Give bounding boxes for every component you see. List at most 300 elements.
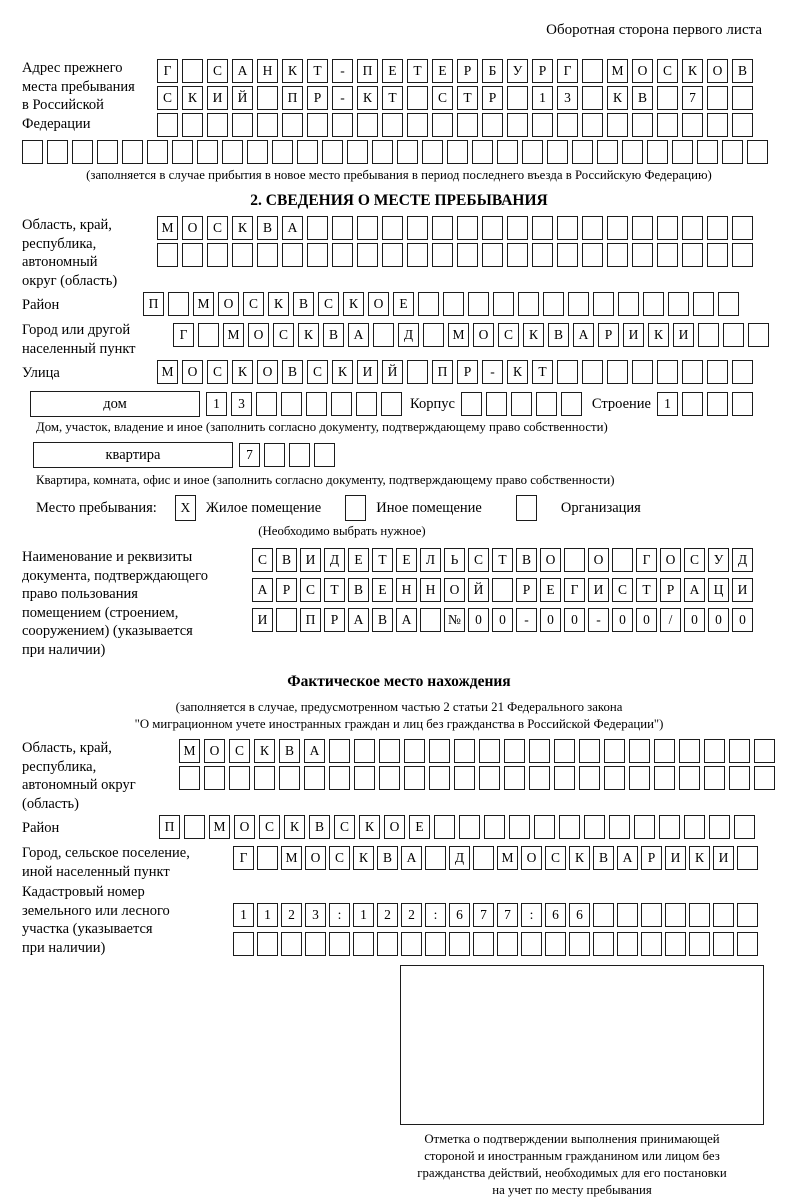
char-cell: [697, 140, 718, 164]
char-cell: [423, 323, 444, 347]
document-grid: [252, 548, 753, 635]
char-cell: М: [157, 216, 178, 240]
char-cell: Д: [324, 548, 345, 572]
char-cell: Ц: [708, 578, 729, 602]
char-cell: [543, 292, 564, 316]
char-cell: [407, 360, 428, 384]
char-cell: [373, 323, 394, 347]
char-cell: Б: [482, 59, 503, 83]
char-cell: [582, 360, 603, 384]
char-cell: С: [252, 548, 273, 572]
char-cell: [307, 216, 328, 240]
char-cell: [443, 292, 464, 316]
char-cell: М: [223, 323, 244, 347]
char-cell: [429, 739, 450, 763]
char-cell: [754, 739, 775, 763]
char-cell: [521, 932, 542, 956]
fact-district-block: [22, 815, 776, 842]
char-cell: [607, 216, 628, 240]
char-cell: [529, 739, 550, 763]
char-cell: К: [357, 86, 378, 110]
stroenie-label: Строение: [591, 396, 651, 412]
char-cell: Е: [348, 548, 369, 572]
section2-city-block: [22, 321, 776, 358]
char-cell: [582, 243, 603, 267]
char-cell: [401, 932, 422, 956]
char-cell: [607, 360, 628, 384]
char-cell: [484, 815, 505, 839]
char-cell: О: [588, 548, 609, 572]
char-cell: [329, 739, 350, 763]
char-cell: А: [282, 216, 303, 240]
char-cell: О: [218, 292, 239, 316]
char-cell: 6: [569, 903, 590, 927]
char-cell: [357, 216, 378, 240]
char-cell: К: [182, 86, 203, 110]
char-cell: А: [684, 578, 705, 602]
char-cell: С: [207, 360, 228, 384]
char-cell: Г: [564, 578, 585, 602]
char-cell: [357, 243, 378, 267]
char-cell: А: [304, 739, 325, 763]
char-cell: И: [623, 323, 644, 347]
char-cell: 0: [540, 608, 561, 632]
option-other-premises-label: Иное помещение: [376, 500, 482, 516]
char-cell: [354, 766, 375, 790]
document-row-3: [252, 608, 753, 632]
char-cell: -: [332, 59, 353, 83]
char-cell: [457, 113, 478, 137]
char-cell: Е: [432, 59, 453, 83]
char-cell: В: [293, 292, 314, 316]
char-cell: №: [444, 608, 465, 632]
prev-address-row-4: [22, 140, 776, 164]
char-cell: М: [209, 815, 230, 839]
char-cell: [307, 113, 328, 137]
char-cell: [182, 113, 203, 137]
char-cell: О: [473, 323, 494, 347]
char-cell: К: [359, 815, 380, 839]
document-block: [22, 548, 776, 659]
char-cell: М: [448, 323, 469, 347]
char-cell: Т: [492, 548, 513, 572]
char-cell: П: [282, 86, 303, 110]
char-cell: Р: [276, 578, 297, 602]
stroenie-row: [657, 392, 753, 416]
actual-location-caption-1: (заполняется в случае, предусмотренном частью 2 статьи 21 Федерального закона: [175, 700, 623, 714]
char-cell: [507, 86, 528, 110]
char-cell: [157, 113, 178, 137]
char-cell: Г: [557, 59, 578, 83]
char-cell: 6: [545, 903, 566, 927]
char-cell: О: [384, 815, 405, 839]
char-cell: Д: [732, 548, 753, 572]
char-cell: И: [252, 608, 273, 632]
char-cell: В: [282, 360, 303, 384]
char-cell: М: [607, 59, 628, 83]
char-cell: [634, 815, 655, 839]
city-label: Город или другой населенный пункт: [22, 322, 136, 357]
char-cell: Л: [420, 548, 441, 572]
region-grid: [157, 216, 753, 270]
char-cell: [732, 113, 753, 137]
char-cell: С: [273, 323, 294, 347]
checkbox-residential: X: [175, 495, 196, 521]
char-cell: [617, 932, 638, 956]
char-cell: [707, 86, 728, 110]
char-cell: [632, 360, 653, 384]
char-cell: П: [143, 292, 164, 316]
char-cell: 7: [497, 903, 518, 927]
char-cell: К: [332, 360, 353, 384]
char-cell: [331, 392, 352, 416]
char-cell: К: [607, 86, 628, 110]
char-cell: Р: [457, 59, 478, 83]
fact-city-block: [22, 844, 776, 881]
korpus-row: [461, 392, 582, 416]
char-cell: [713, 932, 734, 956]
char-cell: 0: [708, 608, 729, 632]
char-cell: К: [569, 846, 590, 870]
char-cell: С: [432, 86, 453, 110]
char-cell: [432, 113, 453, 137]
char-cell: [472, 140, 493, 164]
char-cell: В: [323, 323, 344, 347]
char-cell: [289, 443, 310, 467]
char-cell: [264, 443, 285, 467]
char-cell: [504, 739, 525, 763]
option-organization-label: Организация: [560, 500, 641, 516]
street-label: Улица: [22, 365, 60, 381]
char-cell: [461, 392, 482, 416]
char-cell: [22, 140, 43, 164]
checkbox-organization: [516, 495, 537, 521]
char-cell: [511, 392, 532, 416]
char-cell: О: [444, 578, 465, 602]
char-cell: [379, 766, 400, 790]
char-cell: Д: [449, 846, 470, 870]
char-cell: [704, 766, 725, 790]
char-cell: [718, 292, 739, 316]
char-cell: [379, 739, 400, 763]
char-cell: /: [660, 608, 681, 632]
char-cell: [707, 216, 728, 240]
char-cell: К: [689, 846, 710, 870]
char-cell: О: [521, 846, 542, 870]
char-cell: И: [588, 578, 609, 602]
char-cell: -: [516, 608, 537, 632]
char-cell: [654, 739, 675, 763]
char-cell: [473, 932, 494, 956]
char-cell: 2: [377, 903, 398, 927]
char-cell: [657, 86, 678, 110]
char-cell: [657, 360, 678, 384]
char-cell: О: [707, 59, 728, 83]
section2-street-block: [22, 360, 776, 387]
char-cell: [347, 140, 368, 164]
char-cell: Й: [232, 86, 253, 110]
char-cell: 0: [636, 608, 657, 632]
house-row: [206, 392, 402, 416]
char-cell: [257, 113, 278, 137]
char-cell: [569, 932, 590, 956]
char-cell: [257, 243, 278, 267]
char-cell: И: [732, 578, 753, 602]
char-cell: [732, 86, 753, 110]
char-cell: В: [372, 608, 393, 632]
char-cell: [457, 216, 478, 240]
char-cell: 7: [239, 443, 260, 467]
char-cell: С: [259, 815, 280, 839]
char-cell: [404, 739, 425, 763]
char-cell: [454, 766, 475, 790]
char-cell: [604, 766, 625, 790]
char-cell: [509, 815, 530, 839]
char-cell: И: [357, 360, 378, 384]
char-cell: [748, 323, 769, 347]
char-cell: С: [157, 86, 178, 110]
char-cell: С: [229, 739, 250, 763]
char-cell: О: [204, 739, 225, 763]
char-cell: К: [268, 292, 289, 316]
char-cell: 1: [233, 903, 254, 927]
char-cell: И: [673, 323, 694, 347]
char-cell: [568, 292, 589, 316]
char-cell: [737, 846, 758, 870]
char-cell: [732, 392, 753, 416]
char-cell: [182, 243, 203, 267]
city-row: [173, 323, 769, 347]
char-cell: [432, 216, 453, 240]
char-cell: П: [300, 608, 321, 632]
char-cell: [518, 292, 539, 316]
char-cell: А: [396, 608, 417, 632]
char-cell: [672, 140, 693, 164]
char-cell: [532, 113, 553, 137]
char-cell: [281, 392, 302, 416]
char-cell: 0: [612, 608, 633, 632]
char-cell: [641, 903, 662, 927]
region-row-1: [157, 216, 753, 240]
stamp-box: [400, 965, 764, 1125]
char-cell: Р: [598, 323, 619, 347]
char-cell: С: [207, 59, 228, 83]
char-cell: [157, 243, 178, 267]
char-cell: [357, 113, 378, 137]
char-cell: К: [254, 739, 275, 763]
fact-region-row-2: [179, 766, 775, 790]
char-cell: :: [521, 903, 542, 927]
char-cell: [122, 140, 143, 164]
char-cell: К: [682, 59, 703, 83]
char-cell: А: [573, 323, 594, 347]
char-cell: [609, 815, 630, 839]
char-cell: К: [282, 59, 303, 83]
char-cell: В: [548, 323, 569, 347]
char-cell: [304, 766, 325, 790]
char-cell: [507, 216, 528, 240]
char-cell: Й: [382, 360, 403, 384]
char-cell: К: [507, 360, 528, 384]
char-cell: О: [234, 815, 255, 839]
char-cell: [247, 140, 268, 164]
char-cell: [404, 766, 425, 790]
char-cell: О: [660, 548, 681, 572]
char-cell: [305, 932, 326, 956]
fact-region-block: [22, 739, 776, 813]
char-cell: М: [157, 360, 178, 384]
prev-address-grid: [157, 59, 753, 140]
actual-location-title: Фактическое место нахождения: [287, 673, 511, 690]
char-cell: [682, 360, 703, 384]
char-cell: [257, 86, 278, 110]
char-cell: С: [334, 815, 355, 839]
char-cell: [617, 903, 638, 927]
char-cell: :: [329, 903, 350, 927]
char-cell: А: [348, 608, 369, 632]
char-cell: Т: [457, 86, 478, 110]
char-cell: В: [632, 86, 653, 110]
char-cell: [654, 766, 675, 790]
char-cell: :: [425, 903, 446, 927]
char-cell: П: [159, 815, 180, 839]
char-cell: И: [713, 846, 734, 870]
char-cell: [668, 292, 689, 316]
char-cell: [629, 766, 650, 790]
char-cell: [729, 739, 750, 763]
house-block: [30, 391, 776, 417]
char-cell: [632, 216, 653, 240]
cadastral-label: Кадастровый номер земельного или лесного участка (указывается при наличии): [22, 884, 170, 956]
char-cell: [282, 113, 303, 137]
char-cell: [198, 323, 219, 347]
char-cell: [282, 243, 303, 267]
char-cell: [382, 113, 403, 137]
char-cell: [732, 360, 753, 384]
char-cell: 1: [206, 392, 227, 416]
char-cell: [486, 392, 507, 416]
char-cell: Р: [516, 578, 537, 602]
char-cell: 1: [657, 392, 678, 416]
section2-region-block: [22, 216, 776, 290]
char-cell: Г: [636, 548, 657, 572]
actual-location-caption-2: "О миграционном учете иностранных граждан и лиц без гражданства в Российской Федерации"): [134, 717, 664, 731]
char-cell: [222, 140, 243, 164]
char-cell: [707, 360, 728, 384]
char-cell: О: [368, 292, 389, 316]
char-cell: [497, 140, 518, 164]
char-cell: [179, 766, 200, 790]
char-cell: 1: [353, 903, 374, 927]
char-cell: Т: [307, 59, 328, 83]
char-cell: [561, 392, 582, 416]
char-cell: Г: [233, 846, 254, 870]
char-cell: [418, 292, 439, 316]
char-cell: [434, 815, 455, 839]
prev-address-row-3: [157, 113, 753, 137]
char-cell: [682, 216, 703, 240]
char-cell: [682, 392, 703, 416]
char-cell: [459, 815, 480, 839]
char-cell: Р: [482, 86, 503, 110]
char-cell: С: [329, 846, 350, 870]
char-cell: С: [612, 578, 633, 602]
char-cell: [507, 113, 528, 137]
char-cell: [579, 739, 600, 763]
char-cell: [632, 243, 653, 267]
char-cell: [407, 243, 428, 267]
char-cell: [454, 739, 475, 763]
char-cell: [557, 216, 578, 240]
apartment-row: [239, 443, 335, 467]
char-cell: Г: [157, 59, 178, 83]
house-box: дом: [30, 391, 200, 417]
char-cell: [641, 932, 662, 956]
char-cell: 7: [473, 903, 494, 927]
char-cell: [233, 932, 254, 956]
char-cell: [612, 548, 633, 572]
char-cell: [722, 140, 743, 164]
char-cell: [425, 932, 446, 956]
section2-title: 2. СВЕДЕНИЯ О МЕСТЕ ПРЕБЫВАНИЯ: [250, 192, 548, 209]
char-cell: С: [657, 59, 678, 83]
char-cell: [97, 140, 118, 164]
section2-district-block: [22, 292, 776, 319]
char-cell: М: [281, 846, 302, 870]
char-cell: А: [232, 59, 253, 83]
char-cell: [72, 140, 93, 164]
char-cell: Р: [532, 59, 553, 83]
char-cell: [172, 140, 193, 164]
char-cell: [204, 766, 225, 790]
prev-address-label: Адрес прежнего места пребывания в Российской Федерации: [22, 60, 135, 132]
char-cell: [47, 140, 68, 164]
cadastral-row-1: [233, 903, 758, 927]
char-cell: [254, 766, 275, 790]
char-cell: О: [540, 548, 561, 572]
char-cell: [707, 392, 728, 416]
char-cell: [276, 608, 297, 632]
char-cell: [272, 140, 293, 164]
char-cell: О: [257, 360, 278, 384]
char-cell: Р: [660, 578, 681, 602]
char-cell: В: [348, 578, 369, 602]
char-cell: [479, 766, 500, 790]
prev-address-row-1: [157, 59, 753, 83]
char-cell: [307, 243, 328, 267]
char-cell: [447, 140, 468, 164]
char-cell: [482, 243, 503, 267]
house-caption: Дом, участок, владение и иное (заполнить согласно документу, подтверждающему право собственности): [36, 420, 608, 434]
char-cell: [407, 86, 428, 110]
char-cell: [493, 292, 514, 316]
char-cell: -: [482, 360, 503, 384]
char-cell: 3: [231, 392, 252, 416]
char-cell: [168, 292, 189, 316]
char-cell: [622, 140, 643, 164]
char-cell: [329, 766, 350, 790]
char-cell: [704, 739, 725, 763]
stamp-caption: Отметка о подтверждении выполнения принимающей стороной и иностранным гражданином или лицом без гражданства действий, необходимых для его постановки на учет по месту пребывания: [417, 1132, 727, 1197]
char-cell: С: [468, 548, 489, 572]
fact-region-label: Область, край, республика, автономный округ (область): [22, 740, 136, 812]
char-cell: [532, 243, 553, 267]
char-cell: [693, 292, 714, 316]
cadastral-row-2: [233, 932, 758, 956]
char-cell: Р: [457, 360, 478, 384]
char-cell: [425, 846, 446, 870]
char-cell: [536, 392, 557, 416]
